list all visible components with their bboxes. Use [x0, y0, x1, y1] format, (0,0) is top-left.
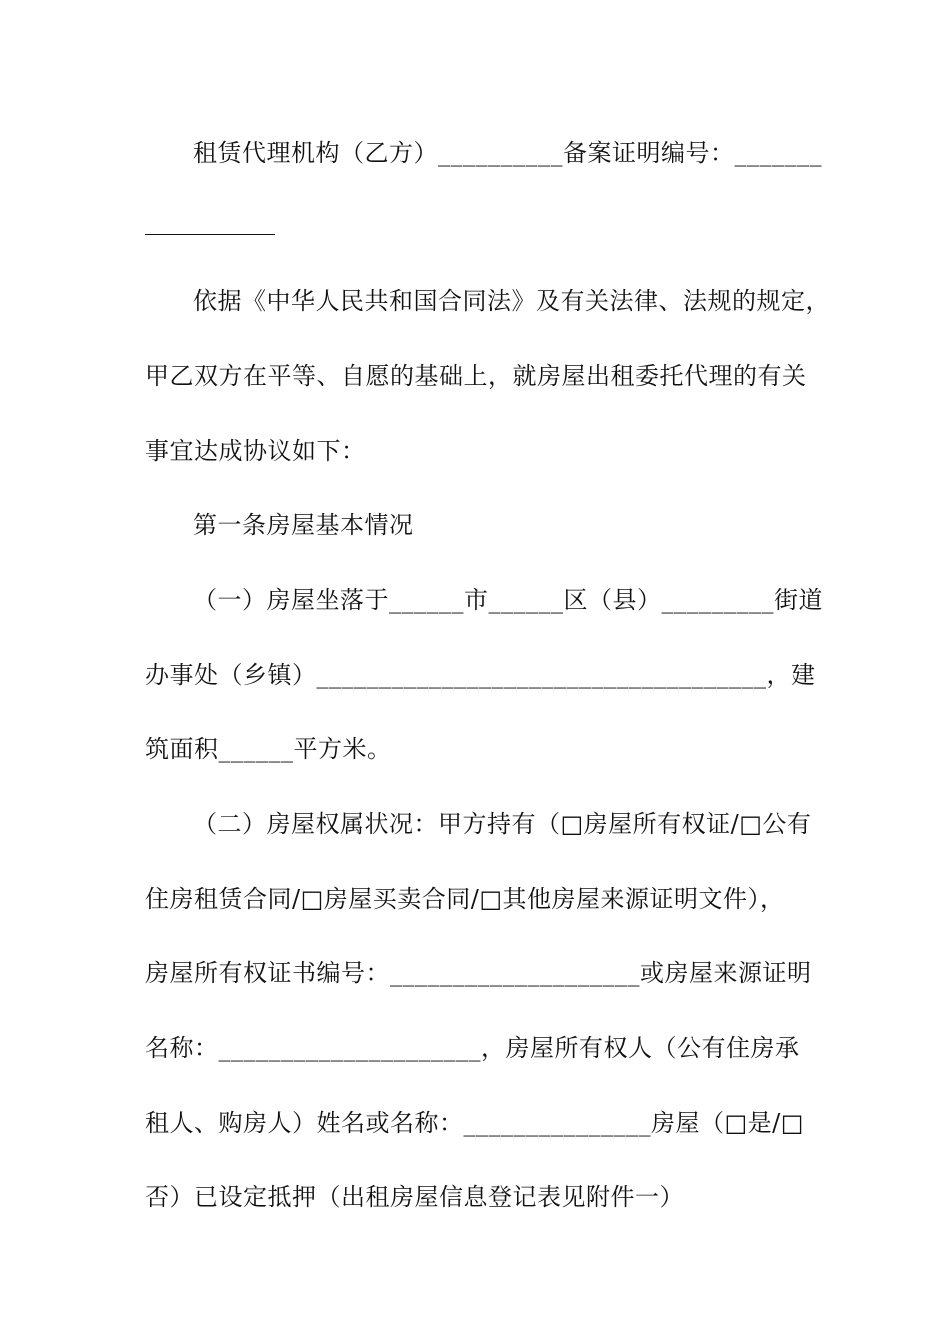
blank-underline: [145, 234, 275, 235]
paragraph-line: [145, 361, 810, 391]
text-line: 租人、购房人）姓名或名称：_______________房屋（□是/□: [145, 1109, 804, 1137]
text-line: （一）房屋坐落于______市______区（县）_________街道: [193, 586, 823, 614]
text-line: 名称：_____________________，房屋所有权人（公有住房承: [145, 1034, 800, 1062]
paragraph-line: [193, 286, 830, 316]
paragraph-line: [145, 734, 810, 764]
text-line: （二）房屋权属状况：甲方持有（□房屋所有权证/□公有: [193, 810, 812, 838]
section-heading: [193, 510, 810, 540]
paragraph-line: [145, 1033, 810, 1063]
paragraph-line: [193, 585, 823, 615]
paragraph-line: [145, 958, 810, 988]
text-line: 房屋所有权证书编号：____________________或房屋来源证明: [145, 959, 812, 987]
text-line: 事宜达成协议如下：: [145, 437, 366, 465]
paragraph-line: [145, 884, 810, 914]
text-line: 依据《中华人民共和国合同法》及有关法律、法规的规定，: [193, 287, 830, 315]
text-line: 住房租赁合同/□房屋买卖合同/□其他房屋来源证明文件），: [145, 885, 785, 913]
paragraph-line: [145, 1108, 810, 1138]
paragraph-line: [193, 809, 810, 839]
text-line: 甲乙双方在平等、自愿的基础上，就房屋出租委托代理的有关: [145, 362, 807, 390]
text-line: 筑面积______平方米。: [145, 735, 392, 763]
paragraph-line: [145, 436, 810, 466]
agent-line: [193, 138, 822, 168]
text-line: 租赁代理机构（乙方）__________备案证明编号：_______: [193, 139, 822, 167]
paragraph-line: [145, 1182, 810, 1212]
text-line: 第一条房屋基本情况: [193, 511, 414, 539]
text-line: 办事处（乡镇）____________________________________，建: [145, 661, 816, 689]
paragraph-line: [145, 660, 816, 690]
text-line: 否）已设定抵押（出租房屋信息登记表见附件一）: [145, 1183, 684, 1211]
